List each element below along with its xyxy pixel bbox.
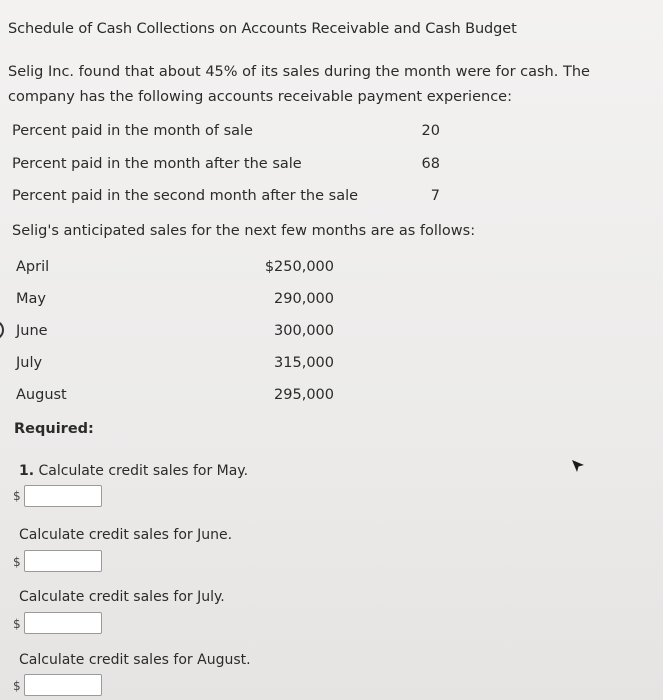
currency-symbol: $ — [13, 679, 21, 693]
sales-month-may: May — [16, 291, 46, 307]
intro-paragraph: Selig Inc. found that about 45% of its sales during the month were for cash. The company has the following accounts receivable payment experience: — [8, 64, 590, 105]
mouse-cursor-icon — [570, 458, 586, 474]
required-heading: Required: — [14, 421, 94, 437]
payment-value-month-after: 68 — [421, 156, 440, 172]
sales-amount-july: 315,000 — [274, 355, 334, 371]
credit-sales-may-input[interactable] — [24, 485, 102, 507]
question-text: Calculate credit sales for July. — [19, 589, 225, 605]
question-august — [19, 652, 251, 668]
credit-sales-august-input[interactable] — [24, 674, 102, 696]
payment-label-month-of-sale: Percent paid in the month of sale — [12, 123, 253, 139]
credit-sales-july-input[interactable] — [24, 612, 102, 634]
page-title: Schedule of Cash Collections on Accounts Receivable and Cash Budget — [8, 21, 517, 37]
question-text: Calculate credit sales for May. — [38, 463, 249, 479]
question-number: 1. — [19, 463, 35, 479]
sales-amount-august: 295,000 — [274, 387, 334, 403]
payment-value-month-of-sale: 20 — [421, 123, 440, 139]
question-text: Calculate credit sales for August. — [19, 652, 251, 668]
sales-month-june: June — [16, 323, 48, 339]
sales-month-july: July — [16, 355, 43, 371]
payment-value-second-month-after: 7 — [430, 188, 440, 204]
question-text: Calculate credit sales for June. — [19, 527, 233, 543]
sales-month-august: August — [16, 387, 67, 403]
sales-amount-april: $250,000 — [264, 259, 334, 275]
payment-label-second-month-after: Percent paid in the second month after the sale — [12, 188, 359, 204]
sales-amount-june: 300,000 — [274, 323, 334, 339]
question-june — [19, 527, 232, 543]
sales-month-april: April — [16, 259, 50, 275]
left-edge-marker — [0, 320, 4, 340]
currency-symbol: $ — [13, 555, 21, 569]
currency-symbol: $ — [13, 489, 21, 503]
payment-label-month-after: Percent paid in the month after the sale — [12, 156, 302, 172]
question-july — [19, 589, 225, 605]
sales-intro: Selig's anticipated sales for the next few months are as follows: — [12, 223, 476, 239]
sales-amount-may: 290,000 — [274, 291, 334, 307]
currency-symbol: $ — [13, 617, 21, 631]
credit-sales-june-input[interactable] — [24, 550, 102, 572]
question-may — [19, 463, 248, 479]
